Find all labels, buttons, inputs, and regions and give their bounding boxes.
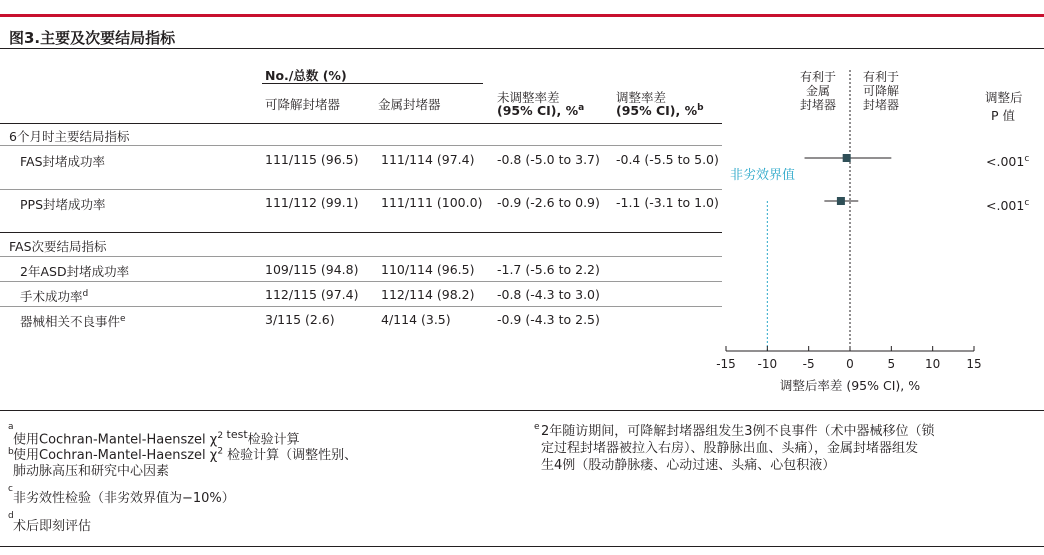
x-tick-label: 0 bbox=[846, 357, 854, 371]
row-name: 器械相关不良事件$^e$ bbox=[20, 313, 126, 329]
row-p-value: <.001$^c$ bbox=[986, 198, 1030, 214]
footnote-bottom-rule bbox=[0, 546, 1044, 547]
footnote-e-line3: 生4例（股动静脉瘘、心动过速、头痛、心包积液） bbox=[541, 458, 836, 473]
header-adj-2: (95% CI), %$^b$ bbox=[616, 103, 704, 119]
x-tick-label: -15 bbox=[716, 357, 736, 371]
x-tick-label: -10 bbox=[757, 357, 778, 371]
row-metal: 111/114 (97.4) bbox=[381, 152, 475, 167]
noninferiority-label: 非劣效界值 bbox=[730, 168, 796, 183]
row-adj: -1.1 (-3.1 to 1.0) bbox=[616, 195, 719, 210]
row-unadj: -0.8 (-4.3 to 3.0) bbox=[497, 287, 600, 302]
footnote-b: b bbox=[8, 447, 14, 457]
row-metal: 4/114 (3.5) bbox=[381, 312, 451, 327]
row-unadj: -1.7 (-5.6 to 2.2) bbox=[497, 262, 600, 277]
header-unadj-1: 未调整率差 bbox=[497, 90, 560, 105]
x-tick-label: 15 bbox=[966, 357, 982, 371]
row-p-value: <.001$^c$ bbox=[986, 154, 1030, 170]
row-name: PPS封堵成功率 bbox=[20, 197, 106, 212]
x-axis-label: 调整后率差 (95% CI), % bbox=[779, 378, 921, 393]
footnote-c-text: 非劣效性检验（非劣效界值为−10%） bbox=[13, 491, 235, 506]
footnote-a-text: 使用Cochran-Mantel-Haenszel $\chi^2$ $^{test}$检验计算 bbox=[13, 428, 300, 448]
figure-title: 图3.主要及次要结局指标 bbox=[9, 29, 176, 47]
row-biodeg: 111/112 (99.1) bbox=[265, 195, 359, 210]
footnote-d: d bbox=[8, 511, 14, 521]
section-label-primary: 6个月时主要结局指标 bbox=[9, 129, 130, 144]
row-name: FAS封堵成功率 bbox=[20, 154, 106, 169]
point-estimate-marker bbox=[843, 154, 851, 162]
row-unadj: -0.9 (-4.3 to 2.5) bbox=[497, 312, 600, 327]
footnote-a: a bbox=[8, 422, 14, 432]
point-estimate-marker bbox=[837, 197, 845, 205]
row-biodeg: 112/115 (97.4) bbox=[265, 287, 359, 302]
row-metal: 112/114 (98.2) bbox=[381, 287, 475, 302]
header-unadj-2: (95% CI), %$^a$ bbox=[497, 103, 585, 119]
footnote-c: c bbox=[8, 484, 13, 494]
x-tick-label: 10 bbox=[925, 357, 941, 371]
footnote-top-rule bbox=[0, 410, 1044, 411]
favor-biodeg-label: 有利于 可降解 封堵器 bbox=[862, 70, 899, 112]
section-label-secondary: FAS次要结局指标 bbox=[9, 239, 107, 254]
x-tick-label: 5 bbox=[887, 357, 896, 371]
row-metal: 110/114 (96.5) bbox=[381, 262, 475, 277]
header-biodeg: 可降解封堵器 bbox=[265, 97, 341, 112]
row-name: 2年ASD封堵成功率 bbox=[20, 264, 130, 279]
row-unadj: -0.8 (-5.0 to 3.7) bbox=[497, 152, 600, 167]
header-p-1: 调整后 bbox=[985, 90, 1023, 105]
footnote-e: e bbox=[534, 422, 540, 432]
footnote-d-text: 术后即刻评估 bbox=[13, 519, 92, 534]
row-biodeg: 3/115 (2.6) bbox=[265, 312, 335, 327]
header-n-total: No./总数 (%) bbox=[265, 68, 347, 83]
row-biodeg: 109/115 (94.8) bbox=[265, 262, 359, 277]
row-name: 手术成功率$^d$ bbox=[20, 288, 89, 304]
header-adj-1: 调整率差 bbox=[616, 90, 667, 105]
row-adj: -0.4 (-5.5 to 5.0) bbox=[616, 152, 719, 167]
row-biodeg: 111/115 (96.5) bbox=[265, 152, 359, 167]
row-unadj: -0.9 (-2.6 to 0.9) bbox=[497, 195, 600, 210]
x-tick-label: -5 bbox=[802, 357, 815, 371]
header-p-2: P 值 bbox=[991, 108, 1016, 123]
footnote-b-line2: 肺动脉高压和研究中心因素 bbox=[13, 464, 170, 479]
row-metal: 111/111 (100.0) bbox=[381, 195, 483, 210]
footnote-e-line1: 2年随访期间，可降解封堵器组发生3例不良事件（术中器械移位（锁 bbox=[541, 424, 935, 439]
favor-metal-label: 有利于 金属 封堵器 bbox=[799, 70, 836, 112]
header-metal: 金属封堵器 bbox=[378, 97, 441, 112]
footnote-e-line2: 定过程封堵器被拉入右房）、股静脉出血、头痛），金属封堵器组发 bbox=[541, 441, 919, 456]
footnote-b-text: 使用Cochran-Mantel-Haenszel $\chi^2$ 检验计算（调整性别、 bbox=[13, 446, 358, 463]
